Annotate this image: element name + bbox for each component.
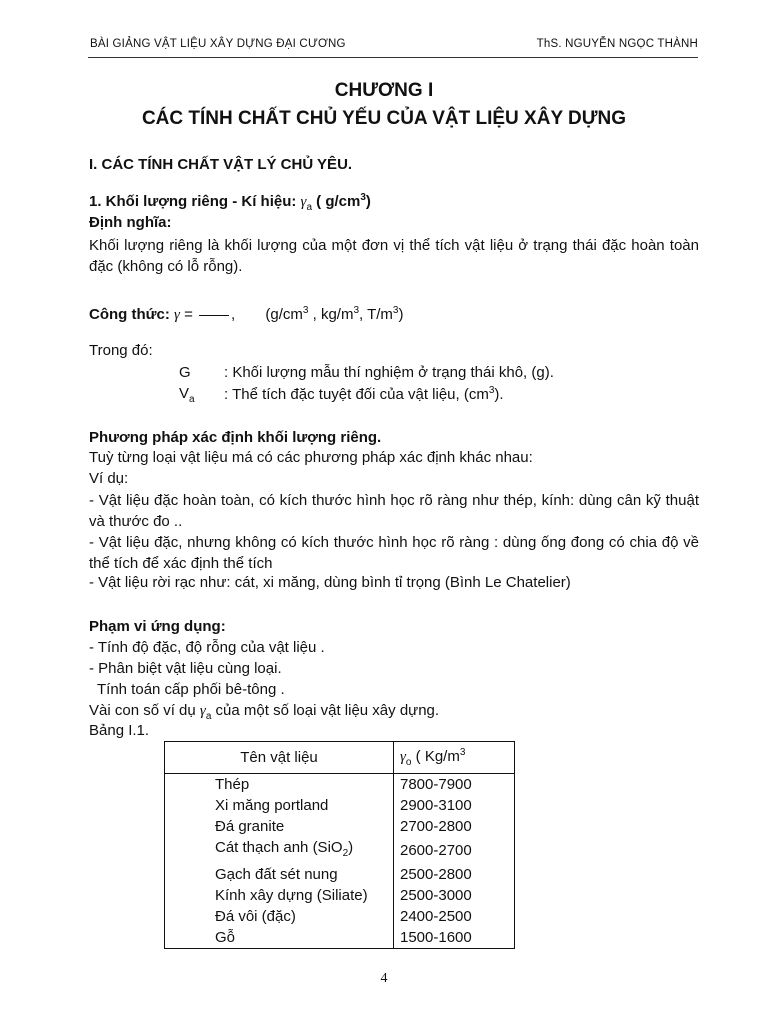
units-sup-1: 3 — [302, 305, 309, 316]
material-name: Đá granite — [165, 816, 394, 837]
column-header-material: Tên vật liệu — [165, 742, 394, 774]
fraction-bar — [199, 315, 229, 316]
method-bullet-3: - Vật liệu rời rạc như: cát, xi măng, dùng bình tỉ trọng (Bình Le Chatelier) — [89, 574, 571, 591]
density-unit-sup: 3 — [459, 747, 466, 758]
density-gamma: γ — [400, 749, 406, 765]
v-desc-a: : Thể tích đặc tuyệt đối của vật liệu, (cm — [224, 386, 489, 403]
units-sup-3: 3 — [392, 305, 399, 316]
material-density: 2900-3100 — [394, 795, 515, 816]
section-heading: I. CÁC TÍNH CHẤT VẬT LÝ CHỦ YÊU. — [89, 156, 353, 173]
material-name — [165, 837, 394, 864]
material-name-a: Cát thạch anh (SiO — [215, 839, 343, 856]
examples-b: của một số loại vật liệu xây dựng. — [211, 702, 440, 719]
formula-line — [89, 305, 403, 324]
materials-table — [164, 741, 515, 949]
units-sup-2: 3 — [353, 305, 360, 316]
unit-sup: 3 — [360, 192, 366, 203]
material-density: 2500-2800 — [394, 864, 515, 885]
material-density: 1500-1600 — [394, 927, 515, 949]
material-name: Thép — [165, 774, 394, 796]
chapter-number: CHƯƠNG I — [334, 80, 434, 101]
material-density: 2700-2800 — [394, 816, 515, 837]
material-name: Đá vôi (đặc) — [165, 906, 394, 927]
v-subscript: a — [189, 394, 195, 405]
material-density: 2400-2500 — [394, 906, 515, 927]
units-a: (g/cm — [265, 306, 303, 323]
where-label: Trong đó: — [89, 342, 153, 359]
running-header-title: BÀI GIẢNG VẬT LIỆU XÂY DỰNG ĐẠI CƯƠNG — [90, 38, 346, 50]
v-desc-b: ). — [494, 386, 504, 403]
material-name-sub: 2 — [342, 848, 349, 859]
formula-gamma: γ — [174, 307, 180, 323]
v-desc-sup: 3 — [488, 385, 495, 396]
table-header-row — [165, 742, 515, 774]
examples-a: Vài con số ví dụ — [89, 702, 200, 719]
units-d: ) — [398, 306, 404, 323]
definition-text: Khối lượng riêng là khối lượng của một đơn vị thể tích vật liệu ở trạng thái đặc hoàn toàn đặc (không có lỗ rỗng). — [89, 237, 699, 275]
item-heading — [89, 192, 371, 213]
table-row — [165, 885, 515, 906]
table-label: Bảng I.1. — [89, 722, 150, 739]
material-name: Xi măng portland — [165, 795, 394, 816]
where-g-symbol: G — [179, 364, 191, 381]
where-v-description — [224, 385, 504, 403]
examples-gamma: γ — [199, 703, 206, 719]
table-row — [165, 927, 515, 949]
scope-examples — [89, 702, 439, 722]
method-heading: Phương pháp xác định khối lượng riêng. — [89, 429, 382, 446]
formula-equals: = — [179, 306, 198, 323]
examples-subscript: a — [205, 711, 212, 722]
definition-label: Định nghĩa: — [89, 214, 172, 231]
material-name: Kính xây dựng (Siliate) — [165, 885, 394, 906]
v-letter: V — [179, 385, 190, 402]
table-row — [165, 816, 515, 837]
units-c: , T/m — [359, 306, 393, 323]
formula-label: Công thức: — [89, 306, 175, 323]
unit-close: ) — [365, 193, 371, 210]
method-intro: Tuỳ từng loại vật liệu má có các phương pháp xác định khác nhau: — [89, 449, 533, 466]
scope-bullet-3: Tính toán cấp phối bê-tông . — [97, 681, 285, 698]
material-name: Gạch đất sét nung — [165, 864, 394, 885]
density-unit: ( Kg/m — [411, 748, 460, 765]
chapter-title: CÁC TÍNH CHẤT CHỦ YẾU CỦA VẬT LIỆU XÂY DỰNG — [141, 108, 627, 129]
material-density: 2600-2700 — [394, 837, 515, 864]
scope-bullet-1: - Tính độ đặc, độ rỗng của vật liệu . — [89, 639, 325, 656]
formula-units — [265, 306, 403, 323]
material-name: Gỗ — [165, 927, 394, 949]
page-number: 4 — [380, 971, 388, 986]
running-header-author: ThS. NGUYỄN NGỌC THÀNH — [536, 38, 698, 50]
unit-open: ( g/cm — [312, 193, 361, 210]
table-row — [165, 795, 515, 816]
scope-bullet-2: - Phân biệt vật liệu cùng loại. — [89, 660, 282, 677]
table-row — [165, 837, 515, 864]
header-rule — [88, 57, 698, 58]
scope-heading: Phạm vi ứng dụng: — [89, 618, 226, 635]
column-header-density — [394, 742, 515, 774]
material-density: 7800-7900 — [394, 774, 515, 796]
units-b: , kg/m — [308, 306, 354, 323]
formula-comma: , — [231, 306, 236, 323]
gamma-subscript: a — [306, 202, 313, 213]
table-row — [165, 864, 515, 885]
table-row — [165, 906, 515, 927]
item-heading-text: 1. Khối lượng riêng - Kí hiệu: — [89, 193, 301, 210]
material-density: 2500-3000 — [394, 885, 515, 906]
method-bullet-1: - Vật liệu đặc hoàn toàn, có kích thước hình học rõ ràng như thép, kính: dùng cân kỹ thuật và thước đo .. — [89, 492, 699, 530]
method-example-label: Ví dụ: — [89, 470, 129, 487]
table-row — [165, 774, 515, 796]
material-name-b: ) — [348, 839, 354, 856]
where-g-description: : Khối lượng mẫu thí nghiệm ở trạng thái khô, (g). — [224, 364, 554, 381]
where-v-symbol — [179, 385, 195, 405]
density-subscript: o — [405, 757, 412, 768]
gamma-symbol: γ — [300, 194, 307, 210]
method-bullet-2: - Vật liệu đặc, nhưng không có kích thước hình học rõ ràng : dùng ống đong có chia độ về thể tích để xác định thể tích — [89, 534, 699, 572]
